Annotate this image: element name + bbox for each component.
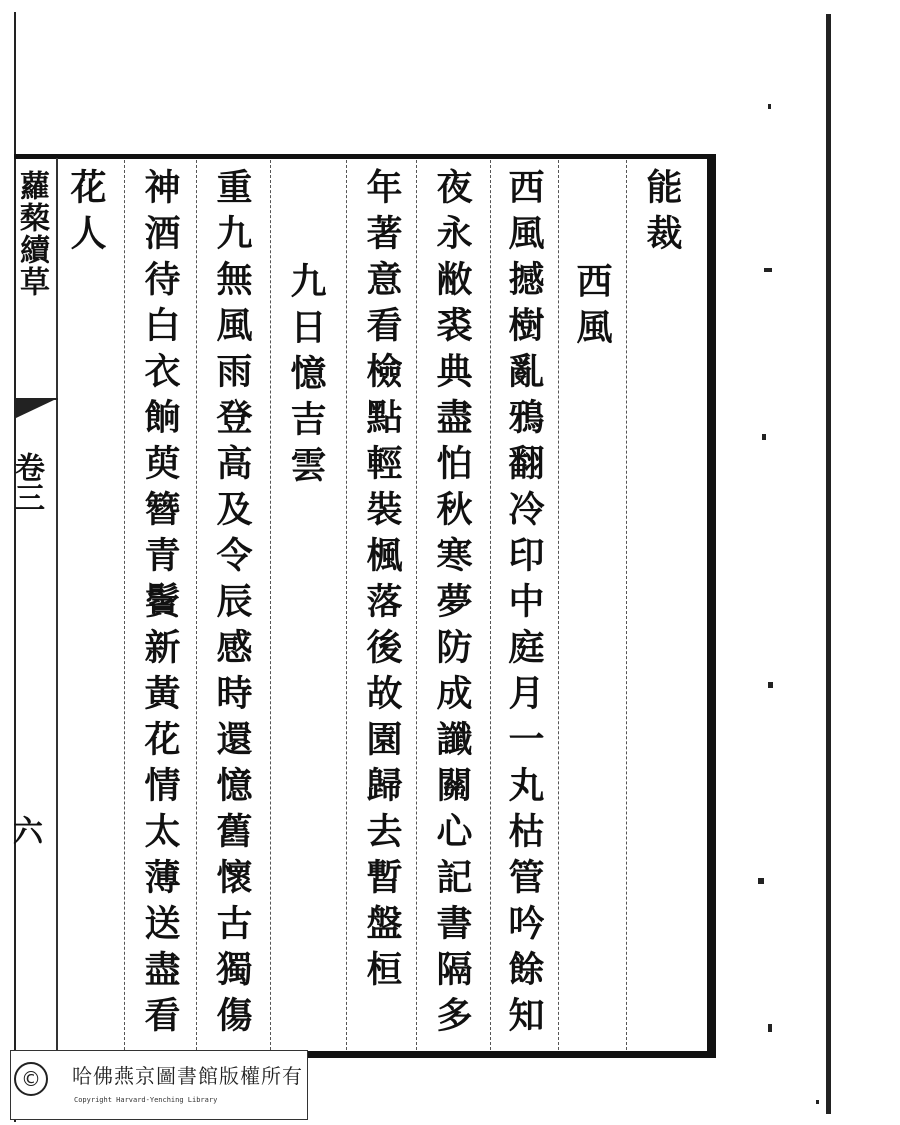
text-column-4: 夜永敝裘典盡怕秋寒夢防成讖關心記書隔多 — [431, 168, 473, 1042]
column-rule — [416, 160, 417, 1050]
column-rule — [346, 160, 347, 1050]
text-column-5: 年著意看檢點輕裝楓落後故園歸去暫盤桓 — [361, 168, 403, 996]
copyright-chinese: 哈佛燕京圖書館版權所有 — [72, 1064, 303, 1088]
column-rule — [490, 160, 491, 1050]
right-page-edge — [826, 14, 831, 1114]
poem-title-ninth-day: 九日憶吉雲 — [285, 262, 327, 492]
poem-title-west-wind: 西風 — [571, 262, 613, 354]
column-rule — [558, 160, 559, 1050]
spine-volume: 卷三 — [9, 452, 44, 512]
column-rule — [270, 160, 271, 1050]
spine-title: 蘿蔾續草 — [14, 170, 49, 298]
spine-wedge — [16, 400, 54, 418]
text-column-8: 神酒待白衣餉萸簪青鬢新黃花情太薄送盡看 — [139, 168, 181, 1042]
copyright-icon: © — [14, 1062, 48, 1096]
column-rule — [196, 160, 197, 1050]
column-rule — [626, 160, 627, 1050]
text-column-1: 能裁 — [641, 168, 683, 260]
spine-folio: 六 — [7, 815, 42, 845]
column-rule — [124, 160, 125, 1050]
text-column-3: 西風撼樹亂鴉翻冷印中庭月一丸枯管吟餘知 — [503, 168, 545, 1042]
text-column-9: 花人 — [65, 168, 107, 260]
text-column-7: 重九無風雨登高及令辰感時還憶舊懷古獨傷 — [211, 168, 253, 1042]
copyright-english: Copyright Harvard-Yenching Library — [74, 1096, 218, 1104]
